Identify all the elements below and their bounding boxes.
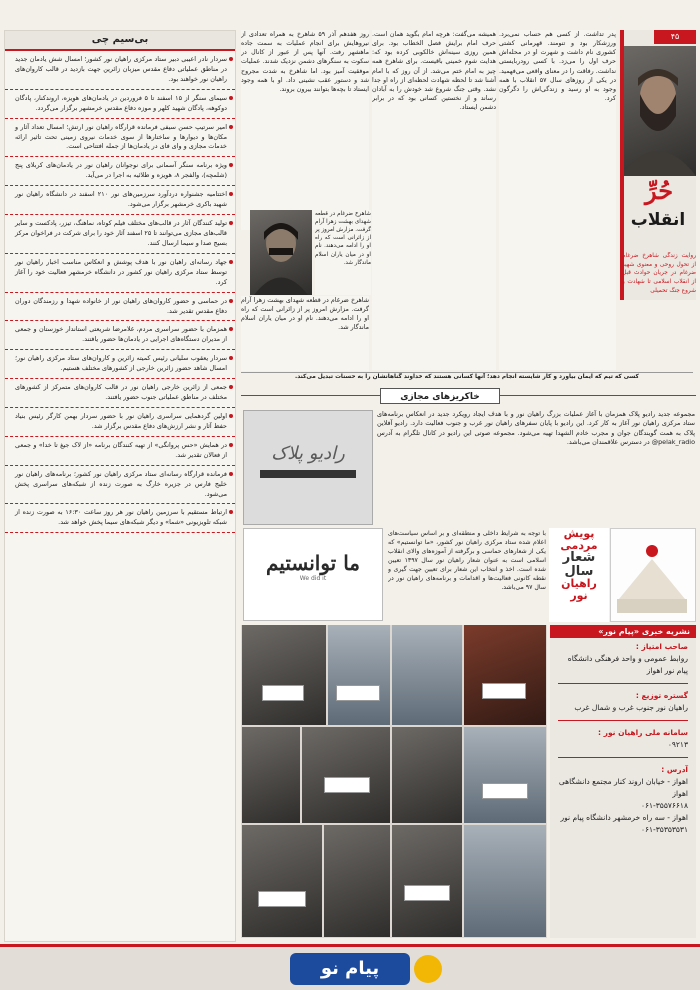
slogan-sign — [482, 683, 526, 699]
briefs-list — [5, 51, 235, 533]
address-value: اهواز - خیابان اروند کنار مجتمع دانشگاهی اهواز — [558, 777, 688, 798]
group-photo-11 — [392, 825, 462, 937]
slogan-sign — [324, 777, 370, 793]
verse-quote: کسی که تیم که ایمان بیاورد و کار شایسته انجام دهد؛ آنها کسانی هستند که خداوند گناهانشان را به حسنات تبدیل می‌کند. — [241, 372, 693, 384]
article-column-1-bottom: شاهرخ ضرغام در قطعه شهدای بهشت زهرا آرام گرفت. مزارش امروز پر از زائرانی است که راه او را ادامه می‌دهند. نام او در میان یاران اسلام ماندگار شد. — [241, 296, 369, 371]
group-photo-8 — [464, 727, 546, 823]
footer-logo: پیام نو — [290, 953, 410, 985]
poster-line-3: شعار — [562, 550, 596, 566]
brief-item: سیمای سنگر از ۱۵ اسفند تا ۵ فروردین در یادمان‌های هویزه، اروندکنار، پادگان دوکوهه، پادگان شهید کلهر و موزه دفاع مقدس خرمشهر برگزار می‌گردد. — [5, 90, 235, 119]
radio-logo-text: رادیو پلاک — [271, 443, 345, 464]
news-briefs-column — [4, 30, 236, 942]
owner-value: روابط عمومی و واحد فرهنگی دانشگاه پیام نور اهواز — [567, 654, 688, 675]
logo-plate — [260, 470, 356, 478]
brief-item: در حماسی و حضور کاروان‌های راهیان نور از خانواده شهدا و رزمندگان دوران دفاع مقدس تقدیر شد. — [5, 293, 235, 322]
group-photo-7 — [392, 727, 462, 823]
distribution-label: گستره توزیع : — [635, 691, 688, 700]
brief-item: در همایش «حس پروانگی» از تهیه کنندگان برنامه «از لاک جیغ تا خدا» و جمعی از فعالان تقدیر شد. — [5, 437, 235, 466]
publication-title: نشریه خبری «پیام نور» — [550, 625, 696, 638]
campaign-logo — [243, 528, 383, 621]
slogan-sign — [404, 885, 450, 901]
campaign-poster — [549, 528, 609, 622]
group-photo-5 — [242, 727, 300, 823]
brief-item: همزمان با حضور سراسری مردم، غلامرضا شریعتی استاندار خوزستان و جمعی از مدیران دستگاه‌های اجرایی در یادمان‌ها حضور یافتند. — [5, 321, 235, 350]
portrait-icon — [250, 210, 312, 295]
brief-item: اختتامیه جشنواره دردآورد سرزمین‌های نور ۲۱۰ اسفند در دانشگاه راهیان نور شهید باکری خرمشهر برگزار می‌شود. — [5, 186, 235, 215]
brief-item: سردار نادر اعیبی دبیر ستاد مرکزی راهیان نور کشور؛ امسال شش یادمان جدید در مناطق عملیاتی دفاع مقدس میزبان زائرین جهت بازدید در قالب کاروان‌های راهیان نور خواهند بود. — [5, 51, 235, 90]
bearded-man-icon — [620, 46, 696, 176]
group-photo-12 — [464, 825, 546, 937]
poster-line-1: پویش — [563, 528, 595, 540]
address-value-2: اهواز - سه راه خرمشهر دانشگاه پیام نور — [560, 813, 688, 822]
title-portrait-photo — [620, 46, 696, 176]
article-column-2: همیشه می‌گفت: هرچه امام بگوید همان است. حرف امام برایش فصل الخطاب بود. برای همین روزی سینه‌اش خالکوبی کرده بود که: هدایت شوم خمینی باقیست. برای شاهرخ همه چیز به امام ختم می‌شد. از آن روز که با امام آشنا شد تا لحظه شهادت لحظه‌ای از راه او جدا نشد. وقتی جنگ شروع شد خودش را به آبادان رساند و از نخستین کسانی بود که در برابر دشمن ایستاد. — [372, 30, 496, 370]
briefs-title: بی‌سیم چی — [5, 31, 235, 51]
hotline-value: ۰۹۲۱۳ — [667, 740, 688, 749]
poster-line-4: سال — [564, 563, 594, 579]
brief-item: تولید کنندگان آثار در قالب‌های مختلف فیلم کوتاه، نماهنگ، تیزر، پادکست و سایر قالب‌های مجازی می‌توانند تا ۲۵ اسفند آثار خود را برای شرکت در فراخوان مرکز بسیج صدا و سیما ارسال کنند. — [5, 215, 235, 254]
slogan-sign — [336, 685, 380, 701]
group-photo-1 — [242, 625, 326, 725]
hotline-label: سامانه ملی راهیان نور : — [598, 728, 688, 737]
brief-item: جمعی از زائرین خارجی راهیان نور در قالب کاروان‌های متمرکز از کشورهای مختلف در مناطق عملیاتی جنوب حضور یافتند. — [5, 379, 235, 408]
poster-line-6: نور — [570, 588, 588, 602]
poster-art-icon — [610, 529, 695, 622]
article-column-1-side: شاهرخ ضرغام در قطعه شهدای بهشت زهرا آرام گرفت. مزارش امروز پر از زائرانی است که راه او را ادامه می‌دهند. نام او در میان یاران اسلام ماندگار شد. — [315, 210, 371, 295]
campaign-logo-text: ما توانستیم — [265, 551, 360, 575]
article-column-3: پدر تداشت. از کسی هم حساب نمی‌برد. ورزشکار بود و تنومند. قهرمانی کشتی کشوری نام داشت و شهرت او در محله‌اش حرف اول را می‌زد. با کسی رودربایستی نداشت. رفاقت را در معنای واقعی می‌فهمید. در یکی از روزهای سال ۵۷ انقلاب با همه وجود به او رسید و زندگی‌اش را دگرگون کرد. — [499, 30, 616, 370]
group-photo-6 — [302, 727, 390, 823]
brief-item: اولین گردهمایی سراسری راهیان نور با حضور سردار بهمن کارگر رئیس بنیاد حفظ آثار و نشر ارزش‌های دفاع مقدس برگزار شد. — [5, 408, 235, 437]
phone-1: ۰۶۱-۳۵۵۷۶۶۱۸ — [640, 801, 688, 810]
title-word-1: حُرِّ — [644, 176, 674, 205]
campaign-poster-frame — [610, 528, 696, 622]
title-word-2: انقلاب — [630, 210, 686, 230]
photo-collage — [241, 625, 547, 938]
phone-2: ۰۶۱-۳۵۳۵۳۵۳۱ — [640, 825, 688, 834]
footer-bar — [0, 944, 700, 990]
group-photo-3 — [392, 625, 462, 725]
brief-item: جهاد رسانه‌ای راهیان نور با هدف پوشش و انعکاس مناسب اخبار راهیان نور توسط ستاد مرکزی راهیان نور کشور در دانشگاه خرمشهر فعالیت خود را آغاز کرد. — [5, 254, 235, 293]
address-label: آدرس : — [661, 765, 688, 774]
virtual-section-title: خاکریزهای مجازی — [380, 388, 500, 404]
group-photo-4 — [464, 625, 546, 725]
article-column-1: روز هفدهم آذر ۵۹ شاهرخ به همراه تعدادی از نیروهایش برای انجام عملیات به سمت جاده ماهشهر رفت. آنها پس از عبور از کانال در سکوت به سنگرهای دشمن نزدیک شدند. عملیات موفقیت آمیز بود. اما شاهرخ به شدت مجروح شد و دستور عقب نشینی داد. او با همه وجود ایستاد تا بچه‌ها بتوانند بیرون بروند. — [241, 30, 369, 230]
publication-info — [550, 625, 696, 938]
title-rule-left — [241, 395, 380, 396]
group-photo-9 — [242, 825, 322, 937]
brief-item: امیر سرتیپ حسن سیفی فرمانده قرارگاه راهیان نور ارتش؛ امسال تعداد آثار و مکان‌ها و دیوارها و ساختارها از سوی خدمات نیروی زمینی تحت تاثیر ارائه خدمات مجازی و وای فای در یادمان‌ها از جمله افتتاحی است. — [5, 119, 235, 158]
brief-item: ویژه برنامه سنگر آسمانی برای نوجوانان راهیان نور در یادمان‌های کربلای پنج (شلمچه)، والفجر ۸، هویزه و طلائیه به اجرا در می‌آید. — [5, 157, 235, 186]
campaign-logo-sub: We did it — [299, 575, 327, 582]
owner-label: صاحب امتیاز : — [635, 642, 688, 651]
campaign-body: با توجه به شرایط داخلی و منطقه‌ای و بر اساس سیاست‌های اعلام شده ستاد مرکزی راهیان نور کشور، «ما توانستیم» که یکی از شعارهای حماسی و برگرفته از آموزه‌های والای انقلاب اسلامی است به عنوان شعار راهیان نور سال ۱۳۹۷ تعیین شده است. اخذ و انتخاب این شعار برای تعیین جهت گیری و نقطه کانونی فعالیت‌ها و اقدامات و برنامه‌های راهیان نور در سال ۹۷ می‌باشد. — [388, 530, 546, 591]
brief-item: سردار یعقوب سلیانی رئیس کمیته زائرین و کاروان‌های ستاد مرکزی راهیان نور؛ امسال شاهد حضور زائرین خارجی از کشورهای مختلف هستیم. — [5, 350, 235, 379]
slogan-sign — [258, 891, 306, 907]
brief-item: ارتباط مستقیم با سرزمین راهیان نور هر روز ساعت ۱۶:۳۰ به صورت زنده از شبکه تلویزیونی «شما» و دیگر شبکه‌های سیما پخش خواهد شد. — [5, 504, 235, 533]
group-photo-10 — [324, 825, 390, 937]
slogan-sign — [262, 685, 304, 701]
virtual-body: مجموعه جدید رادیو پلاک همزمان با آغاز عملیات بزرگ راهیان نور و با هدف ایجاد رویکرد جدید در انعکاس برنامه‌های ستاد مرکزی راهیان نور آغاز به کار کرد. این رادیو با پایان سفرهای راهیان نور غرب و جنوب فعالیت دارد. رادیو آفلاین پلاک به همت گویندگان جوان و مجرب خادم الشهدا تهیه می‌شود. مجموعه صوتی این رادیو در کانال تلگرام به آدرس pelak_radio@ در دسترس علاقمندان می‌باشد. — [377, 410, 695, 446]
page-number: ۴۵ — [654, 30, 696, 44]
poster-line-5: راهیان — [561, 577, 597, 591]
article-caption: روایت زندگی شاهرخ ضرغام از تحول روحی و معنوی شهید ضرغام در جریان حوادث قبل از انقلاب اسلامی تا شهادت و شروع جنگ تحمیلی — [622, 253, 696, 294]
slogan-sign — [482, 783, 528, 799]
poster-line-2: مردمی — [560, 538, 598, 552]
group-photo-2 — [328, 625, 390, 725]
sun-logo-icon — [414, 955, 442, 983]
radio-pelak-logo — [243, 410, 373, 525]
brief-item: فرمانده قرارگاه رسانه‌ای ستاد مرکزی راهیان نور کشور؛ برنامه‌های راهیان نور خلیج فارس در جزیره خارگ به صورت زنده از شبکه‌های سراسری پخش می‌شود. — [5, 466, 235, 505]
martyr-portrait-photo — [250, 210, 312, 295]
distribution-value: راهیان نور جنوب غرب و شمال غرب — [574, 703, 688, 712]
title-rule-right — [500, 395, 696, 396]
